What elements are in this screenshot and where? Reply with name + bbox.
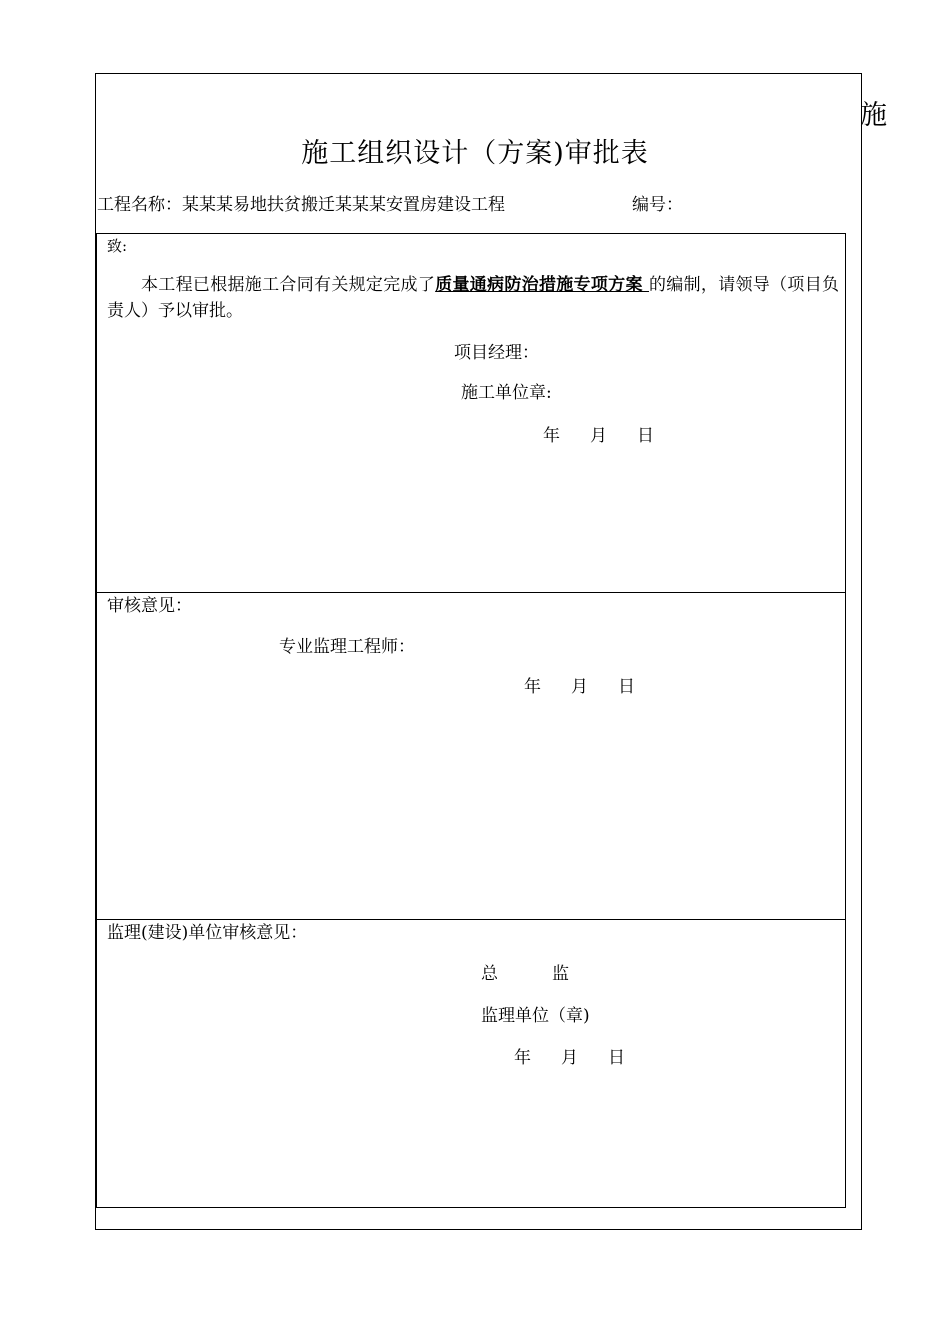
submission-section [97,234,845,593]
supervision-review-label: 监理(建设)单位审核意见： [107,923,308,943]
year-label: 年 [524,677,541,697]
plan-name: 质量通病防治措施专项方案 [435,275,649,295]
month-label: 月 [571,677,588,697]
to-label: 致: [107,237,128,255]
supervision-unit-seal-label: 监理单位（章) [481,1006,590,1026]
paragraph-prefix: 本工程已根据施工合同有关规定完成了 [141,275,436,295]
project-name-label: 工程名称：某某某易地扶贫搬迁某某某安置房建设工程 [97,195,505,215]
supervising-engineer-label: 专业监理工程师： [279,637,415,657]
date-line [543,424,654,448]
construction-unit-seal-label: 施工单位章: [461,383,552,403]
review-section [97,593,845,920]
year-label: 年 [514,1048,531,1068]
chief-supervisor-label: 总 监 [481,964,570,984]
supervision-section [97,920,845,1208]
submission-paragraph [107,272,839,324]
approval-table [96,233,846,1208]
month-label: 月 [590,426,607,446]
day-label: 日 [618,677,635,697]
date-line [524,675,635,699]
day-label: 日 [637,426,654,446]
review-opinion-label: 审核意见： [107,596,192,616]
number-label: 编号： [632,195,683,215]
margin-character: 施 [860,100,887,131]
month-label: 月 [561,1048,578,1068]
form-title: 施工组织设计（方案)审批表 [301,138,649,169]
project-manager-label: 项目经理： [454,343,539,363]
year-label: 年 [543,426,560,446]
paragraph-suffix: 的编制，请领导（项目负责人）予以审批。 [107,275,840,321]
day-label: 日 [608,1048,625,1068]
date-line [514,1046,625,1070]
